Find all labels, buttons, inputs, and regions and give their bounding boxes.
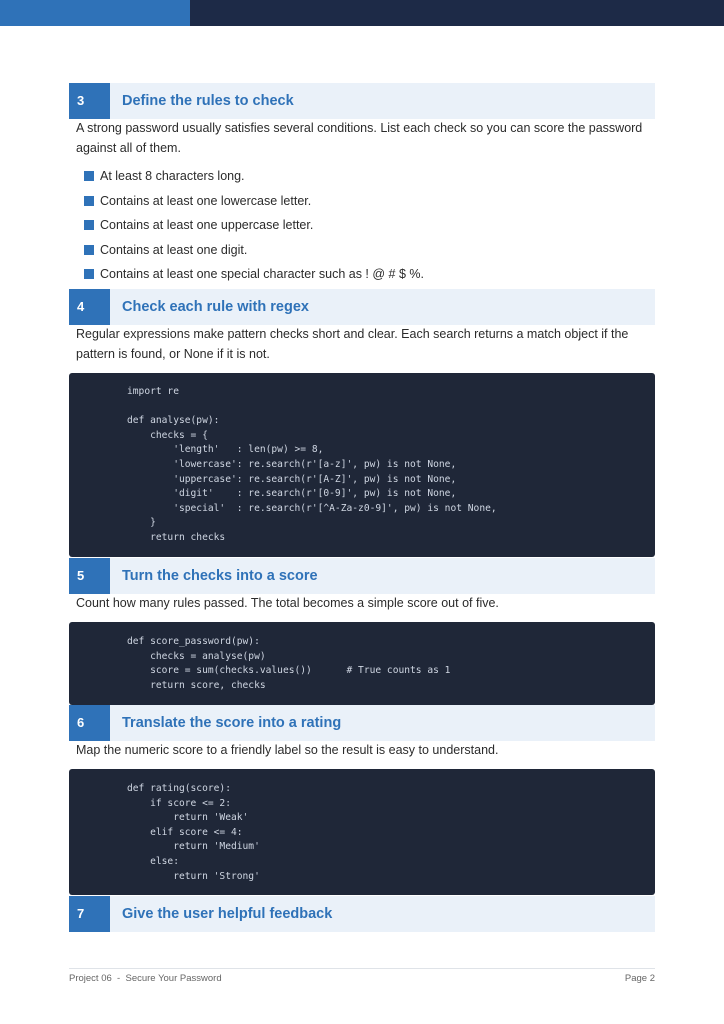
list-item-text: Contains at least one digit. (100, 242, 248, 257)
section-title: Give the user helpful feedback (122, 906, 333, 922)
section-header-3 (69, 83, 655, 119)
list-item-text: At least 8 characters long. (100, 169, 245, 183)
code-text: def score_password(pw): checks = analyse(pw) score = sum(checks.values()) # True counts as 1 return score, checks (127, 636, 451, 691)
section-4-intro: Regular expressions make pattern checks short and clear. Each search returns a match object if the pattern is found, or None if it is not. (76, 327, 629, 361)
section-title: Turn the checks into a score (122, 568, 318, 584)
list-item (84, 240, 424, 265)
list-item (84, 215, 424, 240)
code-text: def rating(score): if score <= 2: return 'Weak' elif score <= 4: return 'Medium' else: return 'Strong' (127, 783, 260, 882)
section-6-intro: Map the numeric score to a friendly label so the result is easy to understand. (76, 743, 499, 757)
section-number: 4 (69, 289, 110, 325)
list-item-text: Contains at least one lowercase letter. (100, 193, 312, 208)
bullet-square-icon (84, 245, 94, 255)
list-item-text: Contains at least one special character such as ! @ # $ %. (100, 267, 424, 281)
section-number: 6 (69, 705, 110, 741)
list-item (84, 191, 424, 216)
section-number: 7 (69, 896, 110, 932)
rules-list (84, 166, 424, 289)
section-number: 3 (69, 83, 110, 119)
code-text: import re def analyse(pw): checks = { 'length' : len(pw) >= 8, 'lowercase': re.search(r'[a-z]', pw) is not None, 'uppercase': re.search(r'[A-Z]', pw) is not None, 'digit' : re.search(r'[0-9]', pw) is not None, 'special' : re.search(r'[^A-Za-z0-9]', pw) is not None, } return checks (127, 386, 497, 543)
section-5-intro: Count how many rules passed. The total becomes a simple score out of five. (76, 596, 499, 610)
code-block-analyse (69, 373, 655, 557)
section-number: 5 (69, 558, 110, 594)
footer-page-number: Page 2 (624, 973, 655, 984)
section-title: Translate the score into a rating (122, 715, 342, 731)
section-3-intro: A strong password usually satisfies several conditions. List each check so you can score the password against all of them. (76, 121, 643, 155)
bullet-square-icon (84, 269, 94, 279)
code-block-score (69, 622, 655, 705)
section-header-7 (69, 896, 655, 932)
section-header-6 (69, 705, 655, 741)
top-banner-accent (0, 0, 190, 26)
section-header-5 (69, 558, 655, 594)
list-item (84, 264, 424, 289)
bullet-square-icon (84, 171, 94, 181)
bullet-square-icon (84, 220, 94, 230)
list-item (84, 166, 424, 191)
list-item-text: Contains at least one uppercase letter. (100, 218, 314, 232)
section-title: Check each rule with regex (122, 299, 309, 315)
footer-divider (69, 968, 655, 969)
bullet-square-icon (84, 196, 94, 206)
section-header-4 (69, 289, 655, 325)
footer-project-title: Project 06 - Secure Your Password (69, 973, 222, 984)
section-title: Define the rules to check (122, 93, 294, 109)
top-banner (0, 0, 724, 26)
code-block-rating (69, 769, 655, 895)
